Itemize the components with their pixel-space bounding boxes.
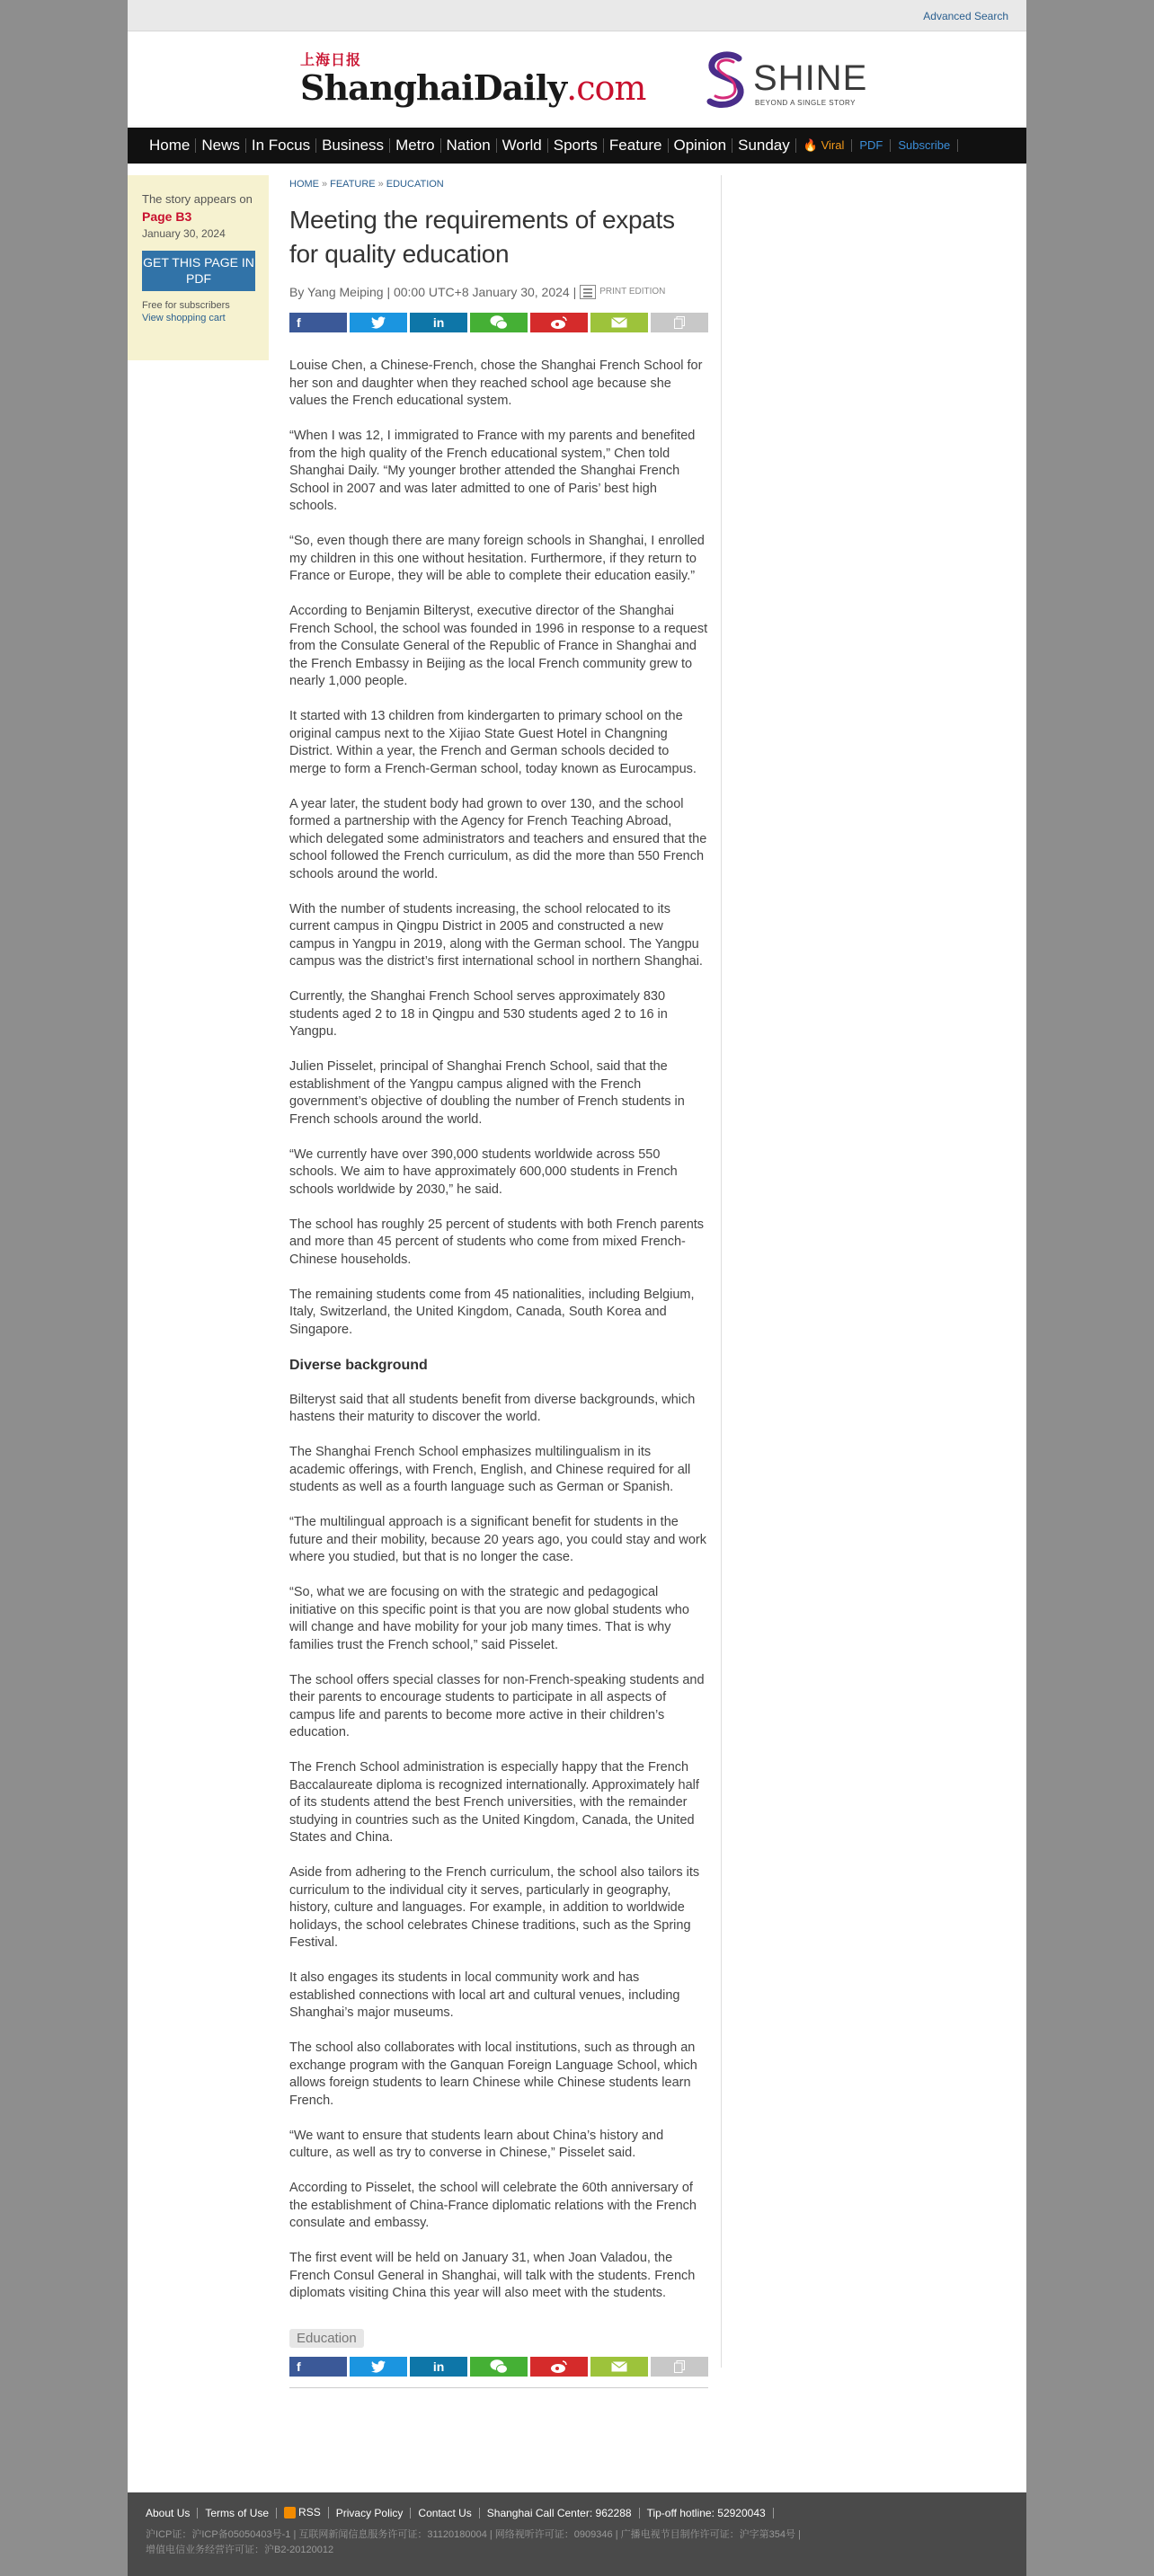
email-share-button[interactable] — [590, 313, 648, 332]
copy-icon — [674, 2360, 685, 2373]
paragraph: According to Benjamin Bilteryst, executive director of the Shanghai French School, the school was founded in 1996 in response to a request from the Consulate General of the Republic of France in Shanghai and the French Embassy in Beijing as the local French community grew to nearly 1,000 people. — [289, 604, 708, 688]
paragraph: “So, even though there are many foreign schools in Shanghai, I enrolled my children in this one without hesitation. Furthermore, if they return to France or Europe, they will be able to complete their education easily.” — [289, 534, 705, 583]
paragraph: The remaining students come from 45 nationalities, including Belgium, Italy, Switzerland, the United Kingdom, Canada, South Korea and Singapore. — [289, 1287, 695, 1337]
paragraph: “When I was 12, I immigrated to France with my parents and benefited from the high quality of the French educational system,” Chen told Shanghai Daily. “My younger brother attended the Shanghai French School in 2007 and was later admitted to one of Paris’ best high schools. — [289, 429, 696, 513]
paragraph: Louise Chen, a Chinese-French, chose the Shanghai French School for her son and daughter when they reached school age because she values the French educational system. — [289, 359, 703, 408]
byline — [289, 284, 708, 300]
paragraph: Aside from adhering to the French curriculum, the school also tailors its curriculum to the individual city it serves, particularly in geography, history, culture and languages. For example, in addition to worldwide holidays, the school celebrates Chinese traditions, such as the Spring Festival. — [289, 1865, 700, 1950]
paragraph: “The multilingual approach is a significant benefit for students in the future and their mobility, because 20 years ago, you could stay and work where you studied, but that is no longer the case. — [289, 1515, 706, 1564]
get-pdf-button[interactable]: GET THIS PAGE IN PDF — [142, 251, 255, 291]
weibo-icon — [550, 315, 568, 330]
paragraph: The school has roughly 25 percent of students with both French parents and more than 45 percent of students who come from mixed French-Chinese households. — [289, 1217, 705, 1267]
breadcrumb-feature[interactable]: FEATURE — [330, 179, 376, 190]
email-icon — [611, 317, 627, 328]
breadcrumb-education[interactable]: EDUCATION — [386, 179, 444, 190]
linkedin-icon: in — [432, 315, 445, 330]
nav-viral[interactable] — [796, 139, 853, 152]
paragraph: The school offers special classes for non-French-speaking students and their parents to encourage students to participate in all aspects of campus life and parents to become more active in their children’s education. — [289, 1672, 705, 1739]
nav-viral-label: Viral — [821, 138, 845, 152]
paragraph: The school also collaborates with local institutions, such as through an exchange program with the Ganquan Foreign Language School, which allows foreign students to learn Chinese while Chinese students learn French. — [289, 2040, 697, 2108]
nav-opinion[interactable]: Opinion — [669, 138, 733, 153]
nav-sports[interactable]: Sports — [548, 138, 604, 153]
facebook-share-button[interactable] — [289, 313, 347, 332]
page-number: Page B3 — [142, 209, 192, 224]
view-cart-link[interactable]: View shopping cart — [142, 313, 226, 323]
nav-in-focus[interactable]: In Focus — [246, 138, 316, 153]
article — [289, 178, 708, 2388]
footer-contact[interactable]: Contact Us — [411, 2508, 479, 2518]
logo-suffix: .com — [566, 68, 646, 108]
print-edition-sidebar — [128, 175, 269, 360]
paragraph: The Shanghai French School emphasizes multilingualism in its academic offerings, with French, English, and Chinese required for all students as well as a fourth language such as German or Spanish. — [289, 1445, 691, 1494]
main-nav — [128, 128, 1026, 164]
linkedin-share-button[interactable] — [410, 313, 467, 332]
wechat-share-button[interactable] — [470, 2357, 528, 2377]
masthead — [128, 31, 1026, 127]
story-appears-label: The story appears on — [142, 192, 253, 206]
paragraph: The French School administration is especially happy that the French Baccalaureate diploma is recognized internationally. Approximately half of its students attend the best French universities, with the remainder studying in countries such as the United Kingdom, Canada, the United States and China. — [289, 1760, 699, 1845]
twitter-icon — [371, 316, 386, 329]
logo-name: ShanghaiDaily — [300, 67, 567, 108]
footer-license-line-2: 增值电信业务经营许可证：沪B2-20120012 — [146, 2545, 334, 2556]
wechat-icon — [490, 2359, 508, 2374]
logo-main-text — [300, 69, 645, 107]
email-share-button[interactable] — [590, 2357, 648, 2377]
footer-rss[interactable] — [277, 2507, 329, 2518]
footer — [128, 2492, 1026, 2576]
top-bar — [128, 0, 1026, 31]
weibo-share-button[interactable] — [530, 2357, 588, 2377]
nav-news[interactable]: News — [196, 138, 246, 153]
paragraph: According to Pisselet, the school will celebrate the 60th anniversary of the establishment of China-France diplomatic relations with the French consulate and embassy. — [289, 2181, 697, 2230]
nav-feature[interactable]: Feature — [604, 138, 669, 153]
nav-metro[interactable]: Metro — [390, 138, 440, 153]
footer-about-us[interactable]: About Us — [146, 2508, 198, 2518]
nav-nation[interactable]: Nation — [441, 138, 497, 153]
article-body — [289, 358, 708, 2303]
nav-business[interactable]: Business — [316, 138, 390, 153]
shine-tagline: BEYOND A SINGLE STORY — [755, 99, 857, 107]
paragraph: “We currently have over 390,000 students worldwide across 550 schools. We aim to have approximately 600,000 students in French schools worldwide by 2030,” he said. — [289, 1146, 678, 1197]
copy-link-button[interactable] — [651, 2357, 708, 2377]
nav-home[interactable]: Home — [144, 138, 196, 153]
footer-license-line: 沪ICP证：沪ICP备05050403号-1 | 互联网新闻信息服务许可证：31120180004 | 网络视听许可证：0909346 | 广播电视节目制作许可证：沪字第354号 | — [146, 2529, 801, 2541]
flame-icon: 🔥 — [803, 138, 818, 152]
nav-sunday[interactable]: Sunday — [732, 138, 796, 153]
print-edition-label: PRINT EDITION — [599, 287, 666, 297]
page — [128, 0, 1026, 2576]
share-bar-top — [289, 313, 708, 332]
paragraph: It started with 13 children from kindergarten to primary school on the original campus next to the Xijiao State Guest Hotel in Changning District. Within a year, the French and German schools decided to merge to form a French-German school, today known as Eurocampus. — [289, 709, 697, 776]
print-edition-icon — [580, 285, 596, 299]
footer-hotline: Tip-off hotline: 52920043 — [640, 2508, 774, 2518]
email-icon — [611, 2361, 627, 2372]
linkedin-share-button[interactable] — [410, 2357, 467, 2377]
footer-call-center: Shanghai Call Center: 962288 — [480, 2508, 640, 2518]
twitter-share-button[interactable] — [350, 2357, 407, 2377]
paragraph: It also engages its students in local community work and has established connections with local art and cultural venues, including Shanghai’s major museums. — [289, 1970, 680, 2020]
weibo-icon — [550, 2359, 568, 2374]
paragraph: The first event will be held on January 31, when Joan Valadou, the French Consul General in Shanghai, will talk with the students. French diplomats visiting China this year will also meet with the students. — [289, 2251, 696, 2300]
footer-privacy[interactable]: Privacy Policy — [329, 2508, 412, 2518]
advanced-search-link[interactable]: Advanced Search — [923, 10, 1008, 22]
logo-chinese-text: 上海日报 — [300, 51, 362, 68]
nav-subscribe[interactable]: Subscribe — [891, 139, 958, 152]
paragraph: “So, what we are focusing on with the strategic and pedagogical initiative on this specific point is that you are now global students who will change and have mobility for your job many times. That is why families trust the French school,” said Pisselet. — [289, 1585, 689, 1652]
footer-terms[interactable]: Terms of Use — [198, 2508, 277, 2518]
shine-s-icon — [703, 49, 751, 112]
breadcrumb: HOME » FEATURE » EDUCATION — [289, 179, 444, 190]
nav-world[interactable]: World — [497, 138, 548, 153]
footer-links — [146, 2507, 1008, 2518]
paragraph: Julien Pisselet, principal of Shanghai French School, said that the establishment of the Yangpu campus aligned with the French government’s objective of doubling the number of French students in French schools around the world. — [289, 1059, 685, 1127]
twitter-share-button[interactable] — [350, 313, 407, 332]
byline-text: By Yang Meiping | 00:00 UTC+8 January 30, 2024 | — [289, 285, 577, 299]
tag-education[interactable]: Education — [289, 2329, 364, 2348]
twitter-icon — [371, 2360, 386, 2373]
copy-link-button[interactable] — [651, 313, 708, 332]
weibo-share-button[interactable] — [530, 313, 588, 332]
paragraph: With the number of students increasing, the school relocated to its current campus in Qingpu District in 2005 and constructed a new campus in Yangpu in 2019, along with the German school. The Yangpu campus was the district’s first international school in northern Shanghai. — [289, 901, 703, 969]
shine-wordmark: SHINE — [753, 58, 868, 98]
paragraph: A year later, the student body had grown to over 130, and the school formed a partnership with the Agency for French Teaching Abroad, which delegated some administrators and teachers and ensured that the school followed the French curriculum, as did the more than 550 French schools around the world. — [289, 796, 707, 881]
breadcrumb-home[interactable]: HOME — [289, 179, 319, 190]
share-bar-bottom — [289, 2357, 708, 2377]
footer-rss-label: RSS — [298, 2506, 321, 2518]
paragraph: Bilteryst said that all students benefit from diverse backgrounds, which hastens their maturity to discover the world. — [289, 1392, 696, 1424]
rss-icon — [284, 2507, 296, 2518]
shine-logo[interactable] — [703, 49, 868, 112]
facebook-icon: f — [297, 2359, 301, 2374]
facebook-icon: f — [297, 315, 301, 330]
paragraph: Currently, the Shanghai French School serves approximately 830 students aged 2 to 18 in Qingpu and 530 students aged 2 to 16 in Yangpu. — [289, 989, 668, 1039]
wechat-icon — [490, 315, 508, 330]
article-bottom-rule — [289, 2387, 708, 2388]
column-divider — [721, 175, 722, 2368]
free-for-subscribers: Free for subscribers — [142, 300, 230, 311]
wechat-share-button[interactable] — [470, 313, 528, 332]
article-title: Meeting the requirements of expats for quality education — [289, 206, 675, 268]
linkedin-icon: in — [432, 2359, 445, 2374]
facebook-share-button[interactable] — [289, 2357, 347, 2377]
nav-pdf[interactable]: PDF — [852, 139, 891, 152]
copy-icon — [674, 316, 685, 329]
print-date: January 30, 2024 — [142, 227, 226, 240]
paragraph: “We want to ensure that students learn about China’s history and culture, as well as try to converse in Chinese,” Pisselet said. — [289, 2128, 664, 2160]
shanghai-daily-logo[interactable] — [300, 49, 645, 107]
subheading: Diverse background — [289, 1357, 428, 1373]
